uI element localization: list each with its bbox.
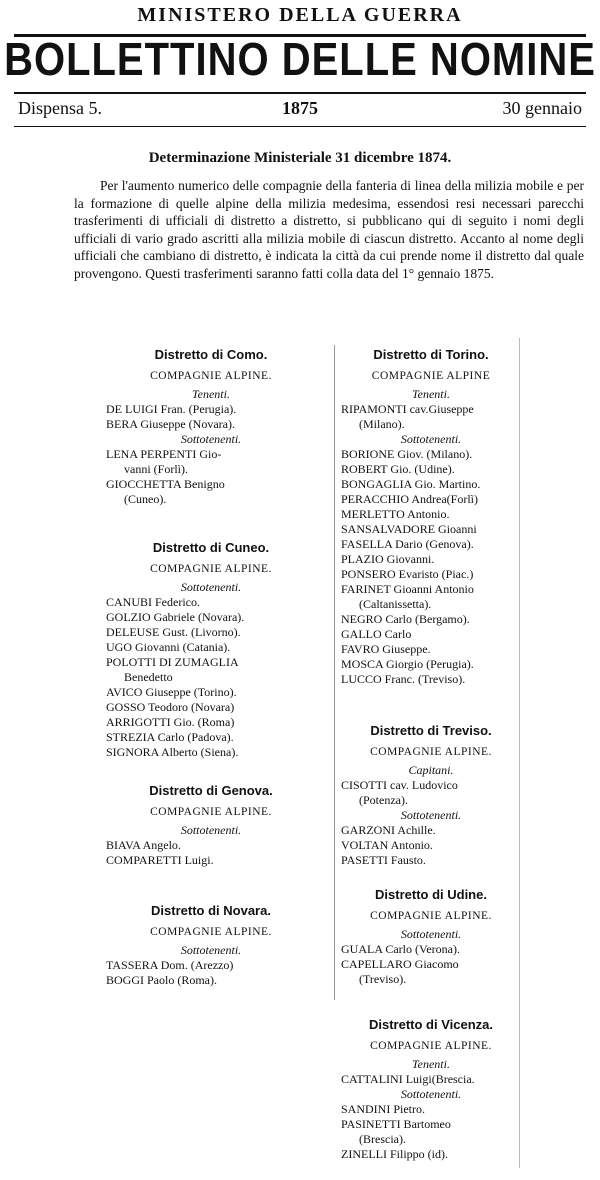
district-como	[106, 347, 316, 507]
company-label: COMPAGNIE ALPINE.	[370, 910, 492, 922]
officer-entry: GOSSO Teodoro (Novara)	[106, 700, 235, 714]
officer-entry: POLOTTI DI ZUMAGLIA	[106, 655, 239, 669]
officer-entry: GUALA Carlo (Verona).	[341, 942, 460, 956]
officer-entry: COMPARETTI Luigi.	[106, 853, 214, 867]
header-rule-bottom	[14, 126, 586, 127]
officer-entry: VOLTAN Antonio.	[341, 838, 433, 852]
officer-entry: ROBERT Gio. (Udine).	[341, 462, 455, 476]
officer-entry: BIAVA Angelo.	[106, 838, 181, 852]
officer-entry: BOGGI Paolo (Roma).	[106, 973, 217, 987]
officer-entry: ZINELLI Filippo (id).	[341, 1147, 448, 1161]
officer-entry: RIPAMONTI cav.Giuseppe	[341, 402, 474, 416]
rank-label: Capitani.	[408, 763, 454, 777]
officer-entry: BONGAGLIA Gio. Martino.	[341, 477, 481, 491]
officer-entry: BERA Giuseppe (Novara).	[106, 417, 235, 431]
company-label: COMPAGNIE ALPINE.	[370, 746, 492, 758]
officer-entry: DE LUIGI Fran. (Perugia).	[106, 402, 237, 416]
rank-label: Tenenti.	[412, 387, 450, 401]
officer-entry: LUCCO Franc. (Treviso).	[341, 672, 466, 686]
header-rule-mid	[14, 92, 586, 94]
district-novara	[106, 903, 316, 988]
officer-entry: CAPELLARO Giacomo	[341, 957, 459, 971]
company-label: COMPAGNIE ALPINE.	[370, 1040, 492, 1052]
officer-entry: PLAZIO Giovanni.	[341, 552, 435, 566]
officer-entry: NEGRO Carlo (Bergamo).	[341, 612, 470, 626]
officer-entry: SANDINI Pietro.	[341, 1102, 425, 1116]
intro-paragraph: Per l'aumento numerico delle compagnie della fanteria di linea della milizia mobile e per la formazione di quelle alpine della milizia medesima, essendosi resi necessari parecchi trasferimenti di ufficiali di distretto a distretto, si pubblicano qui di seguito i nomi degli ufficiali di vario grado ascritti alla milizia mobile di ciascun distretto. Accanto al nome degli ufficiali che cambiano di distretto, è indicata la città da cui prende nome il distretto dal quale provengono. Questi trasferimenti saranno fatti colla data del 1° gennaio 1875.	[74, 178, 584, 281]
district-name: Distretto di Vicenza.	[368, 1017, 493, 1032]
officer-entry: CANUBI Federico.	[106, 595, 200, 609]
district-name: Distretto di Udine.	[375, 887, 487, 902]
officer-entry-cont: (Milano).	[359, 417, 405, 431]
officer-entry: BORIONE Giov. (Milano).	[341, 447, 473, 461]
company-label: COMPAGNIE ALPINE.	[150, 370, 272, 382]
officer-entry: CISOTTI cav. Ludovico	[341, 778, 458, 792]
officer-entry: PASINETTI Bartomeo	[341, 1117, 451, 1131]
district-name: Distretto di Como.	[154, 347, 268, 362]
rank-label: Sottotenenti.	[180, 943, 242, 957]
rank-label: Sottotenenti.	[180, 432, 242, 446]
district-name: Distretto di Novara.	[151, 903, 271, 918]
officer-entry: CATTALINI Luigi(Brescia.	[341, 1072, 475, 1086]
officer-entry: FAVRO Giuseppe.	[341, 642, 431, 656]
officer-entry: GIOCCHETTA Benigno	[106, 477, 225, 491]
ministry-heading: MINISTERO DELLA GUERRA	[137, 4, 463, 26]
district-name: Distretto di Torino.	[373, 347, 489, 362]
officer-entry: FARINET Gioanni Antonio	[341, 582, 474, 596]
company-label: COMPAGNIE ALPINE.	[150, 563, 272, 575]
district-name: Distretto di Cuneo.	[152, 540, 270, 555]
district-udine	[341, 887, 521, 987]
issue-date: 30 gennaio	[502, 98, 582, 118]
determination-title: Determinazione Ministeriale 31 dicembre 1874.	[148, 150, 452, 166]
rank-label: Tenenti.	[412, 1057, 450, 1071]
issue-line	[18, 98, 582, 122]
company-label: COMPAGNIE ALPINE.	[150, 806, 272, 818]
officer-entry: GARZONI Achille.	[341, 823, 436, 837]
officer-entry-cont: Benedetto	[124, 670, 173, 684]
officer-entry: FASELLA Dario (Genova).	[341, 537, 474, 551]
officer-entry: GALLO Carlo	[341, 627, 412, 641]
company-label: COMPAGNIE ALPINE	[371, 370, 491, 382]
officer-entry: SANSALVADORE Gioanni	[341, 522, 477, 536]
officer-entry-cont: (Brescia).	[359, 1132, 406, 1146]
officer-entry: AVICO Giuseppe (Torino).	[106, 685, 237, 699]
district-cuneo	[106, 540, 316, 760]
officer-entry: DELEUSE Gust. (Livorno).	[106, 625, 241, 639]
officer-entry: PONSERO Evaristo (Piac.)	[341, 567, 474, 581]
officer-entry-cont: (Caltanissetta).	[359, 597, 432, 611]
officer-entry-cont: (Cuneo).	[124, 492, 167, 506]
officer-entry: MERLETTO Antonio.	[341, 507, 450, 521]
rank-label: Sottotenenti.	[400, 927, 462, 941]
issue-year: 1875	[282, 98, 318, 118]
officer-entry: LENA PERPENTI Gio-	[106, 447, 222, 461]
officer-entry: GOLZIO Gabriele (Novara).	[106, 610, 245, 624]
officer-entry: STREZIA Carlo (Padova).	[106, 730, 234, 744]
officer-entry: MOSCA Giorgio (Perugia).	[341, 657, 474, 671]
district-treviso	[341, 723, 521, 868]
dispensa-number: Dispensa 5.	[18, 98, 102, 118]
officer-entry-cont: (Treviso).	[359, 972, 407, 986]
district-torino	[341, 347, 521, 687]
rank-label: Sottotenenti.	[400, 432, 462, 446]
column-divider	[334, 345, 335, 1000]
officer-entry: PERACCHIO Andrea(Forlì)	[341, 492, 478, 506]
officer-entry: TASSERA Dom. (Arezzo)	[106, 958, 234, 972]
officer-entry: SIGNORA Alberto (Siena).	[106, 745, 239, 759]
district-vicenza	[341, 1017, 521, 1162]
officer-entry: PASETTI Fausto.	[341, 853, 426, 867]
rank-label: Sottotenenti.	[400, 1087, 462, 1101]
district-name: Distretto di Treviso.	[370, 723, 492, 738]
rank-label: Sottotenenti.	[180, 580, 242, 594]
bulletin-title: BOLLETTINO DELLE NOMINE	[4, 34, 596, 86]
rank-label: Tenenti.	[192, 387, 230, 401]
district-genova	[106, 783, 316, 868]
rank-label: Sottotenenti.	[400, 808, 462, 822]
officer-entry-cont: vanni (Forlì).	[124, 462, 188, 476]
rank-label: Sottotenenti.	[180, 823, 242, 837]
district-name: Distretto di Genova.	[149, 783, 273, 798]
officer-entry: UGO Giovanni (Catania).	[106, 640, 231, 654]
officer-entry: ARRIGOTTI Gio. (Roma)	[106, 715, 235, 729]
company-label: COMPAGNIE ALPINE.	[150, 926, 272, 938]
officer-entry-cont: (Potenza).	[359, 793, 408, 807]
